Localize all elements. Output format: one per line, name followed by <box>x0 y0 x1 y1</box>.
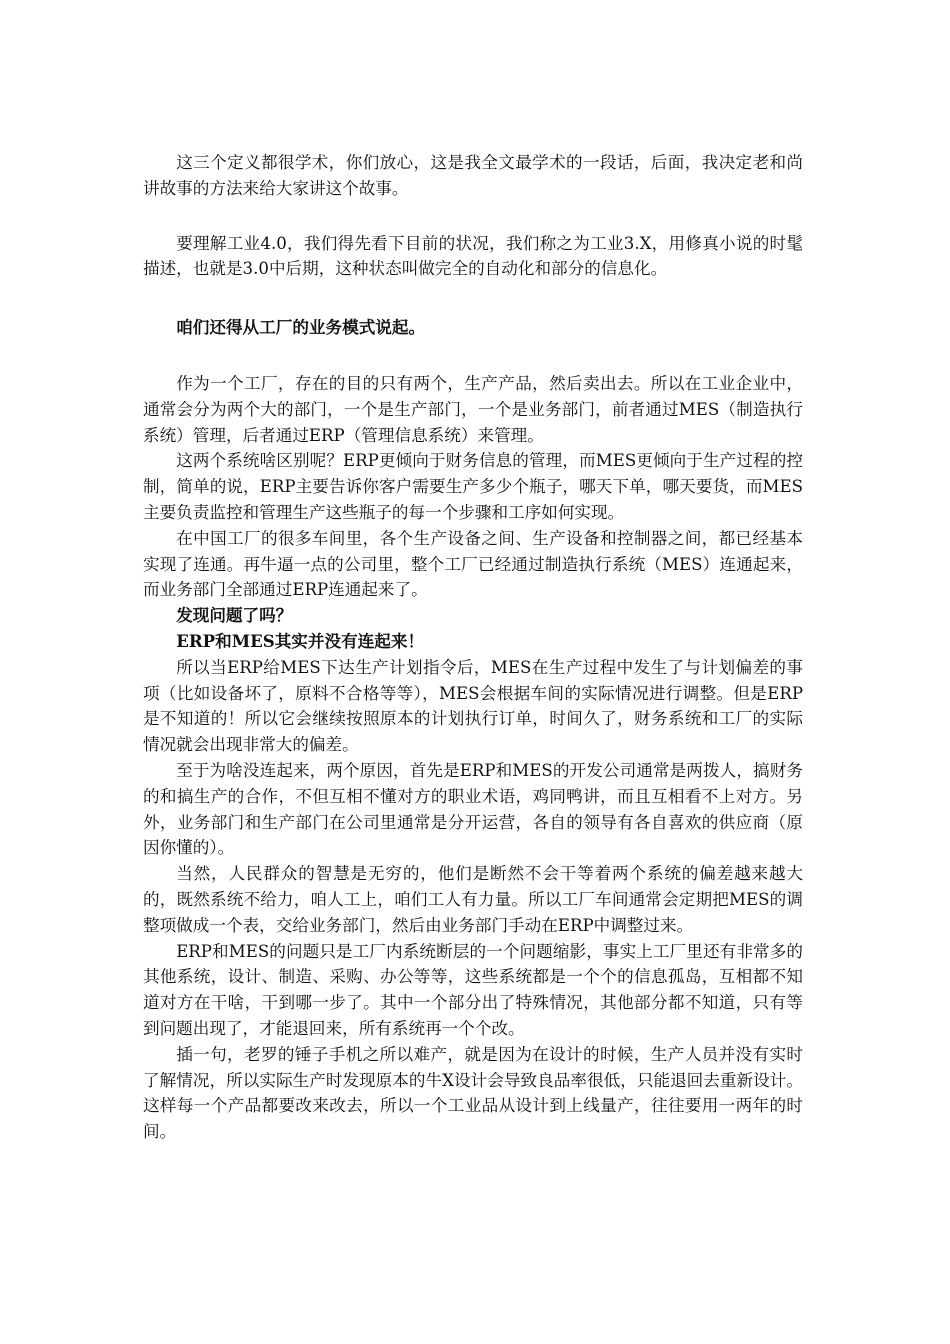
paragraph-plan-deviation: 所以当ERP给MES下达生产计划指令后，MES在生产过程中发生了与计划偏差的事项（比如设备坏了，原料不合格等等），MES会根据车间的实际情况进行调整。但是ERP是不知道的！所以它会继续按照原本的计划执行订单，时间久了，财务系统和工厂的实际情况就会出现非常大的偏差。 <box>143 657 803 755</box>
paragraph-information-islands: ERP和MES的问题只是工厂内系统断层的一个问题缩影，事实上工厂里还有非常多的其他系统，设计、制造、采购、办公等等，这些系统都是一个个的信息孤岛，互相都不知道对方在干啥，干到哪一步了。其中一个部分出了特殊情况，其他部分都不知道，只有等到问题出现了，才能退回来，所有系统再一个个改。 <box>143 941 803 1038</box>
paragraph-smartphone-example: 插一句，老罗的锤子手机之所以难产，就是因为在设计的时候，生产人员并没有实时了解情况，所以实际生产时发现原本的牛X设计会导致良品率很低，只能退回去重新设计。这样每一个产品都要改来改去，所以一个工业品从设计到上线量产，往往要用一两年的时间。 <box>143 1044 803 1142</box>
paragraph-industry-status: 要理解工业4.0，我们得先看下目前的状况，我们称之为工业3.X，用修真小说的时髦描述，也就是3.0中后期，这种状态叫做完全的自动化和部分的信息化。 <box>143 233 803 279</box>
paragraph-not-connected-reasons: 至于为啥没连起来，两个原因，首先是ERP和MES的开发公司通常是两拨人，搞财务的和搞生产的合作，不但互相不懂对方的职业术语，鸡同鸭讲，而且互相看不上对方。另外，业务部门和生产部门在公司里通常是分开运营，各自的领导有各自喜欢的供应商（原因你懂的）。 <box>143 760 803 858</box>
section-heading-business-model: 咱们还得从工厂的业务模式说起。 <box>176 317 426 338</box>
paragraph-definitions-summary: 这三个定义都很学术，你们放心，这是我全文最学术的一段话，后面，我决定老和尚讲故事的方法来给大家讲这个故事。 <box>143 153 803 198</box>
paragraph-erp-mes-difference: 这两个系统啥区别呢？ERP更倾向于财务信息的管理，而MES更倾向于生产过程的控制，简单的说，ERP主要告诉你客户需要生产多少个瓶子，哪天下单，哪天要货，而MES主要负责监控和管理生产这些瓶子的每一个步骤和工序如何实现。 <box>143 451 803 522</box>
document-body <box>143 150 803 1145</box>
paragraph-connectivity: 在中国工厂的很多车间里，各个生产设备之间、生产设备和控制器之间，都已经基本实现了连通。再牛逼一点的公司里，整个工厂已经通过制造执行系统（MES）连通起来，而业务部门全部通过ERP连通起来了。 <box>143 528 803 600</box>
paragraph-factory-purpose: 作为一个工厂，存在的目的只有两个，生产产品，然后卖出去。所以在工业企业中，通常会分为两个大的部门，一个是生产部门，一个是业务部门，前者通过MES（制造执行系统）管理，后者通过ERP（管理信息系统）来管理。 <box>143 373 803 445</box>
heading-erp-mes-not-connected: ERP和MES其实并没有连起来！ <box>176 630 425 651</box>
heading-found-problem: 发现问题了吗？ <box>176 605 293 626</box>
paragraph-manual-adjustment: 当然，人民群众的智慧是无穷的，他们是断然不会干等着两个系统的偏差越来越大的，既然系统不给力，咱人工上，咱们工人有力量。所以工厂车间通常会定期把MES的调整项做成一个表，交给业务部门，然后由业务部门手动在ERP中调整过来。 <box>143 864 803 935</box>
